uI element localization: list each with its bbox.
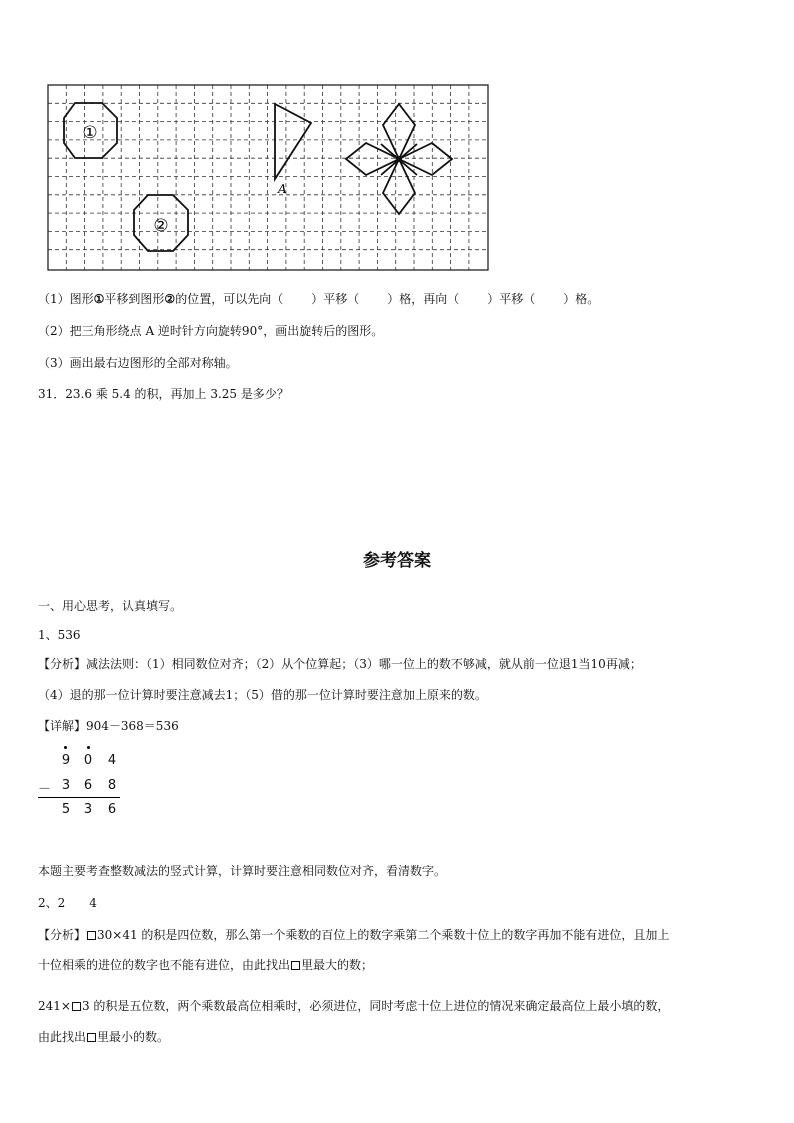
para-text: 由此找出 [38,1030,87,1044]
digit: 9 [61,753,71,768]
digit: 3 [61,778,71,793]
borrow-dot [87,746,90,749]
grid-lines [48,85,488,270]
q30-1-shape1: ① [93,292,105,306]
question-30-1 [38,291,599,307]
answer-1-detail: 【详解】904－368＝536 [38,719,179,733]
digit: 8 [107,778,117,793]
answer-2-para2-1 [38,998,669,1014]
answer-2-analysis-1 [38,927,669,943]
analysis-text: 里最大的数； [301,958,374,972]
para-text: 3 的积是五位数，两个乘数最高位相乘时，必须进位，同时考虑十位上进位的情况来确定最高位上最小填的数， [81,999,670,1013]
answer-2-number: 2、2 4 [38,896,97,910]
para-text: 241× [38,999,71,1013]
q30-1-p2: ）格，再向（ [387,292,460,306]
analysis-text: 30×41 的积是四位数，那么第一个乘数的百位上的数字乘第二个乘数十位上的数字再加不能有进位，且加上 [97,928,670,942]
triangle-shape [275,104,311,179]
q30-1-mid: 平移到图形 [104,292,165,306]
minus-sign: － [38,782,52,797]
borrow-dot [64,746,67,749]
q30-1-shape2: ② [164,292,176,306]
answers-title: 参考答案 [363,551,431,571]
blank-box-icon [87,1033,96,1042]
question-31: 31．23.6 乘 5.4 的积，再加上 3.25 是多少？ [38,387,289,401]
flower-center [396,156,402,162]
digit: 6 [107,802,117,817]
shape-label-1: ① [82,123,98,143]
digit: 3 [83,802,93,817]
answer-1-summary: 本题主要考查整数减法的竖式计算，计算时要注意相同数位对齐，看清数字。 [38,864,447,878]
answer-2-analysis-2 [38,957,373,973]
answer-1-number: 1、536 [38,628,81,642]
q30-1-rest: 的位置，可以先向（ [175,292,284,306]
section-1-heading: 一、用心思考，认真填写。 [38,599,183,613]
analysis-label: 【分析】 [38,928,87,942]
digit: 0 [83,753,93,768]
point-a-label: A [278,182,287,196]
q30-1-p3: ）平移（ [487,292,536,306]
q30-1-pre: （1）图形 [38,292,94,306]
analysis-text: 十位相乘的进位的数字也不能有进位，由此找出 [38,958,291,972]
para-text: 里最小的数。 [97,1030,170,1044]
shape-label-2: ② [153,216,169,236]
q30-1-p4: ）格。 [563,292,600,306]
digit: 5 [61,802,71,817]
digit: 4 [107,753,117,768]
answer-1-analysis-2: （4）退的那一位计算时要注意减去1；（5）借的那一位计算时要注意加上原来的数。 [38,688,487,702]
vertical-subtraction [36,744,136,824]
digit: 6 [83,778,93,793]
blank-box-icon [72,1002,81,1011]
grid-figure [45,83,491,273]
q30-1-p1: ）平移（ [311,292,360,306]
answer-1-analysis-1: 【分析】减法法则：（1）相同数位对齐；（2）从个位算起；（3）哪一位上的数不够减，就从前一位退1当10再减； [38,657,642,671]
result-line [38,797,120,798]
blank-box-icon [291,961,300,970]
question-30-3: （3）画出最右边图形的全部对称轴。 [38,356,238,370]
question-30-2: （2）把三角形绕点 A 逆时针方向旋转90°，画出旋转后的图形。 [38,324,384,338]
answer-2-para2-2 [38,1029,169,1045]
blank-box-icon [87,931,96,940]
